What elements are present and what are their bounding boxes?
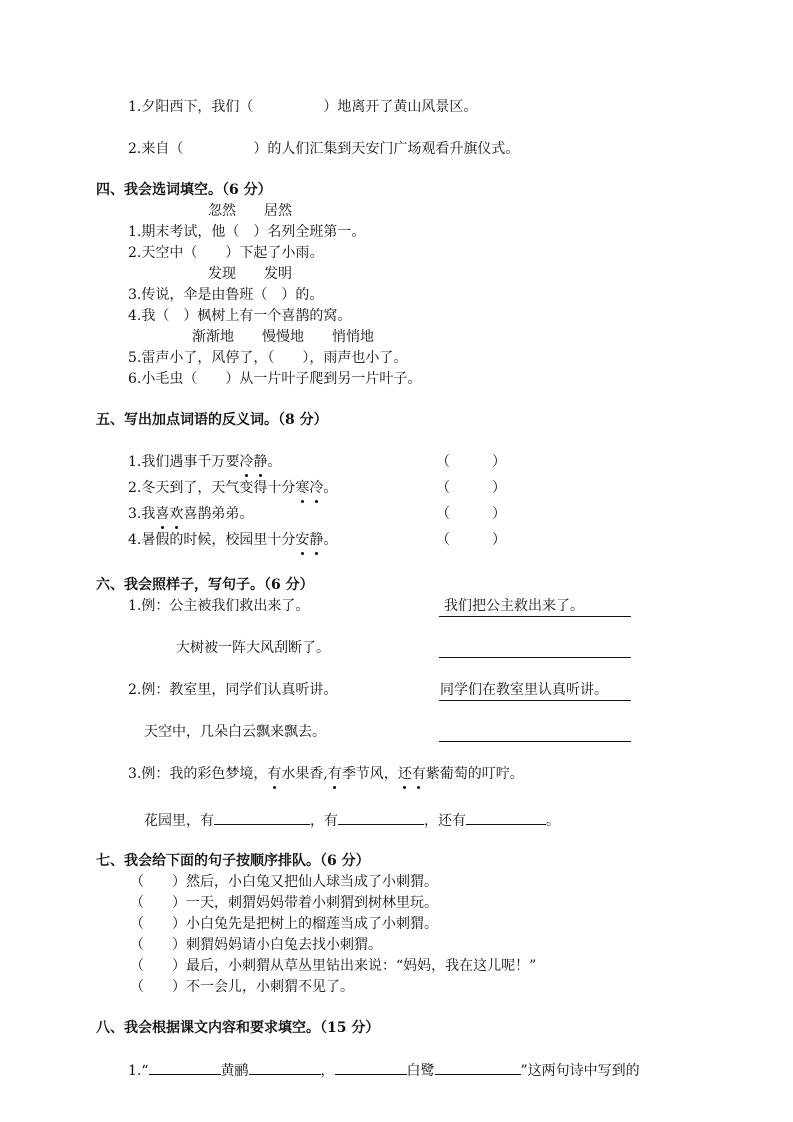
s6-example-3: 3.例：我的彩色梦境，有水果香,有季节风，还有紫葡萄的叮咛。 bbox=[128, 766, 524, 782]
order-paren[interactable]: （ ） bbox=[130, 874, 186, 890]
dotted-char: 静 bbox=[309, 532, 324, 548]
s5-item-4: 4.暑假的时候，校园里十分安静。 bbox=[128, 532, 338, 548]
dotted-char: 安 bbox=[295, 532, 310, 548]
dotted-char: 有 bbox=[267, 766, 282, 782]
dotted-char: 冷 bbox=[239, 454, 254, 470]
s5-item-1: 1.我们遇事千万要冷静。 bbox=[128, 454, 282, 470]
s4-word-choices-3: 渐渐地 慢慢地 悄悄地 bbox=[192, 329, 374, 345]
order-paren[interactable]: （ ） bbox=[130, 958, 186, 974]
answer-underline bbox=[439, 616, 631, 617]
s7-item-2: （ ）一天，刺猬妈妈带着小刺猬到树林里玩。 bbox=[130, 895, 438, 911]
order-paren[interactable]: （ ） bbox=[130, 895, 186, 911]
dotted-char: 还 bbox=[397, 766, 412, 782]
s6-question-3: 花园里，有 ，有 ，还有 。 bbox=[144, 810, 560, 831]
s7-item-4: （ ）刺猬妈妈请小白兔去找小刺猬。 bbox=[130, 937, 382, 953]
s4-word-choices-2: 发现 发明 bbox=[208, 266, 292, 282]
s7-item-3: （ ）小白兔先是把树上的榴莲当成了小刺猬。 bbox=[130, 916, 438, 932]
answer-underline bbox=[439, 700, 631, 701]
fill-blank[interactable] bbox=[149, 1060, 221, 1075]
fill-blank[interactable] bbox=[335, 1060, 407, 1075]
s4-question-1: 1.期末考试，他（ ）名列全班第一。 bbox=[128, 224, 366, 240]
s6-question-1: 大树被一阵大风刮断了。 bbox=[176, 640, 330, 656]
answer-line-2[interactable] bbox=[439, 741, 631, 742]
section-7-title: 七、我会给下面的句子按顺序排队。（6 分） bbox=[96, 853, 370, 869]
dotted-char: 静 bbox=[253, 454, 268, 470]
dotted-char: 冷 bbox=[309, 480, 324, 496]
s8-question-1: 1.“ 黄鹂 ， 白鹭 ”这两句诗中写到的 bbox=[128, 1060, 640, 1081]
s4-question-2: 2.天空中（ ）下起了小雨。 bbox=[128, 245, 324, 261]
s7-item-1: （ ）然后，小白兔又把仙人球当成了小刺猬。 bbox=[130, 874, 438, 890]
fill-blank[interactable] bbox=[249, 1060, 321, 1075]
s7-item-5: （ ）最后，小刺猬从草丛里钻出来说：“妈妈，我在这儿呢！” bbox=[130, 958, 537, 974]
s7-item-6: （ ）不一会儿，小刺猬不见了。 bbox=[130, 979, 354, 995]
s6-example-1: 1.例：公主被我们救出来了。 bbox=[128, 598, 310, 614]
dotted-char: 有 bbox=[327, 766, 342, 782]
s4-question-5: 5.雷声小了，风停了，（ ），雨声也小了。 bbox=[128, 350, 408, 366]
s5-answer-paren-3[interactable]: （ ） bbox=[436, 506, 506, 522]
s5-item-3: 3.我喜欢喜鹊弟弟。 bbox=[128, 506, 254, 522]
fill-blank[interactable] bbox=[214, 810, 310, 825]
dotted-char: 喜 bbox=[155, 506, 170, 522]
s4-question-3: 3.传说，伞是由鲁班（ ）的。 bbox=[128, 287, 324, 303]
order-paren[interactable]: （ ） bbox=[130, 937, 186, 953]
s5-answer-paren-1[interactable]: （ ） bbox=[436, 454, 506, 470]
top-item-1: 1.夕阳西下，我们（ ）地离开了黄山风景区。 bbox=[128, 99, 478, 115]
s6-example-2: 2.例：教室里，同学们认真听讲。 bbox=[128, 682, 338, 698]
fill-blank[interactable] bbox=[435, 1060, 521, 1075]
s5-answer-paren-4[interactable]: （ ） bbox=[436, 532, 506, 548]
dotted-char: 欢 bbox=[169, 506, 184, 522]
s4-question-6: 6.小毛虫（ ）从一片叶子爬到另一片叶子。 bbox=[128, 371, 422, 387]
order-paren[interactable]: （ ） bbox=[130, 916, 186, 932]
dotted-char: 有 bbox=[411, 766, 426, 782]
section-6-title: 六、我会照样子，写句子。（6 分） bbox=[96, 577, 314, 593]
section-4-title: 四、我会选词填空。（6 分） bbox=[96, 182, 272, 198]
s6-question-2: 天空中，几朵白云飘来飘去。 bbox=[144, 724, 326, 740]
section-5-title: 五、写出加点词语的反义词。（8 分） bbox=[96, 412, 328, 428]
fill-blank[interactable] bbox=[338, 810, 424, 825]
dotted-char: 寒 bbox=[295, 480, 310, 496]
fill-blank[interactable] bbox=[466, 810, 546, 825]
order-paren[interactable]: （ ） bbox=[130, 979, 186, 995]
s6-example-answer-1: 我们把公主救出来了。 bbox=[444, 598, 584, 614]
s5-answer-paren-2[interactable]: （ ） bbox=[436, 480, 506, 496]
answer-line-1[interactable] bbox=[439, 657, 631, 658]
s6-example-answer-2: 同学们在教室里认真听讲。 bbox=[440, 682, 608, 698]
s4-word-choices-1: 忽然 居然 bbox=[208, 203, 292, 219]
s5-item-2: 2.冬天到了，天气变得十分寒冷。 bbox=[128, 480, 338, 496]
top-item-2: 2.来自（ ）的人们汇集到天安门广场观看升旗仪式。 bbox=[128, 141, 520, 157]
s4-question-4: 4.我（ ）枫树上有一个喜鹊的窝。 bbox=[128, 308, 352, 324]
section-8-title: 八、我会根据课文内容和要求填空。（15 分） bbox=[96, 1020, 380, 1036]
